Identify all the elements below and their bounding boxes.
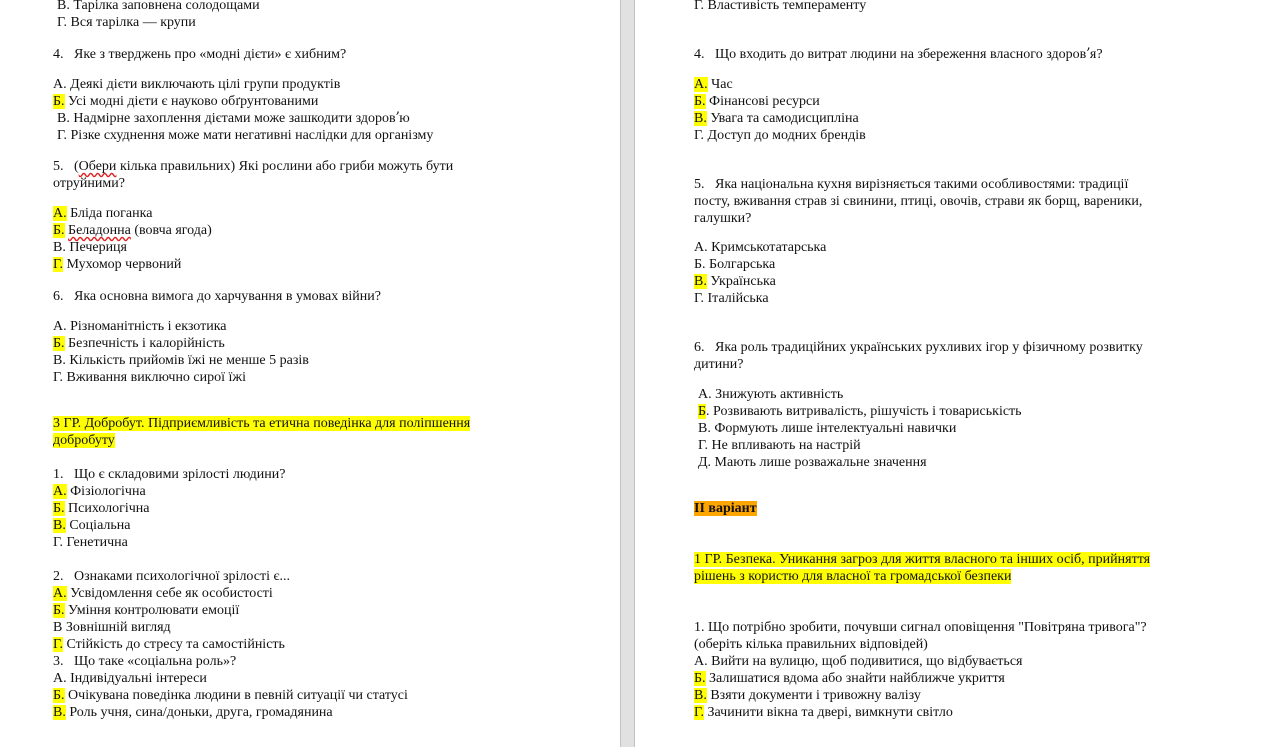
text-line xyxy=(53,222,212,239)
highlighted-text: Г. xyxy=(53,257,64,272)
highlighted-text: Б xyxy=(698,404,707,419)
page-gap xyxy=(620,0,635,747)
text-segment: В. Тарілка заповнена солодощами xyxy=(57,0,260,13)
highlighted-text: Б. xyxy=(53,223,65,238)
text-segment: Соціальна xyxy=(65,518,131,533)
text-line xyxy=(53,239,127,256)
text-line xyxy=(698,403,1022,420)
text-segment: Мухомор червоний xyxy=(63,257,182,272)
text-line xyxy=(53,158,453,175)
text-line xyxy=(53,568,290,585)
text-line xyxy=(694,127,866,144)
text-line xyxy=(694,239,826,256)
text-segment: Г. Різке схуднення може мати негативні наслідки для організму xyxy=(57,128,434,143)
highlighted-text: ІІ варіант xyxy=(694,501,757,516)
text-line xyxy=(698,454,927,471)
text-segment: галушки? xyxy=(694,211,752,226)
highlighted-text: добробуту xyxy=(53,433,115,448)
text-line xyxy=(53,76,340,93)
text-segment: А. Деякі дієти виключають цілі групи продуктів xyxy=(53,77,341,92)
text-line xyxy=(53,432,115,449)
text-line xyxy=(53,500,150,517)
highlighted-text: рішень з користю для власної та громадської безпеки xyxy=(694,569,1012,584)
text-line xyxy=(694,193,1142,210)
text-segment: . Розвивають витривалість, рішучість і товариськість xyxy=(706,404,1022,419)
text-segment: Г. Генетична xyxy=(53,535,128,550)
document-page-left[interactable] xyxy=(0,0,620,747)
text-segment: Б. Болгарська xyxy=(694,257,776,272)
text-segment: 3. Що таке «соціальна роль»? xyxy=(53,654,237,669)
text-segment: Г. Не впливають на настрій xyxy=(698,438,861,453)
text-segment: Безпечність і калорійність xyxy=(64,336,225,351)
text-segment: Фізіологічна xyxy=(66,484,146,499)
text-segment: Д. Мають лише розважальне значення xyxy=(698,455,927,470)
text-segment: Усвідомлення себе як особистості xyxy=(66,586,273,601)
text-segment: Г. Італійська xyxy=(694,291,769,306)
text-segment: А. Індивідуальні інтереси xyxy=(53,671,207,686)
text-line xyxy=(694,653,1022,670)
text-segment: 1. Що потрібно зробити, почувши сигнал оповіщення "Повітряна тривога"? xyxy=(694,620,1147,635)
text-segment: Стійкість до стресу та самостійність xyxy=(63,637,285,652)
text-line xyxy=(694,0,866,14)
text-segment: 1. Що є складовими зрілості людини? xyxy=(53,467,286,482)
text-line xyxy=(53,175,125,192)
document-page-right[interactable] xyxy=(635,0,1261,747)
text-line xyxy=(694,110,859,127)
text-line xyxy=(53,415,470,432)
spellcheck-flagged-word: Обери xyxy=(78,159,117,174)
text-line xyxy=(53,352,309,369)
text-segment: Г. Вся тарілка — крупи xyxy=(57,15,196,30)
text-segment: 6. Яка роль традиційних українських рухливих ігор у фізичному розвитку xyxy=(694,340,1143,355)
text-line xyxy=(694,636,928,653)
highlighted-text: Б. xyxy=(53,688,65,703)
text-line xyxy=(57,127,433,144)
text-segment: Бліда поганка xyxy=(66,206,153,221)
text-segment: В. Формують лише інтелектуальні навички xyxy=(698,421,957,436)
highlighted-text: Г. xyxy=(53,637,64,652)
text-line xyxy=(53,318,227,335)
text-line xyxy=(53,335,225,352)
text-line xyxy=(53,704,333,721)
text-line xyxy=(57,110,410,127)
text-line xyxy=(694,76,733,93)
text-line xyxy=(694,568,1011,585)
text-segment: А. Знижують активність xyxy=(698,387,844,402)
text-line xyxy=(694,356,743,373)
text-segment: Роль учня, сина/доньки, друга, громадянина xyxy=(65,705,333,720)
text-segment: А. Вийти на вулицю, щоб подивитися, що відбувається xyxy=(694,654,1023,669)
text-segment: Усі модні дієти є науково обґрунтованими xyxy=(64,94,319,109)
text-line xyxy=(694,46,1103,63)
text-line xyxy=(694,256,775,273)
text-segment: 6. Яка основна вимога до харчування в умовах війни? xyxy=(53,289,381,304)
text-segment: Взяти документи і тривожну валізу xyxy=(706,688,921,703)
text-segment: Г. Доступ до модних брендів xyxy=(694,128,866,143)
text-line xyxy=(53,602,239,619)
text-segment: Фінансові ресурси xyxy=(705,94,820,109)
text-line xyxy=(57,0,260,14)
text-segment: Очікувана поведінка людини в певній ситуації чи статусі xyxy=(64,688,408,703)
text-segment: 2. Ознаками психологічної зрілості є... xyxy=(53,569,291,584)
highlighted-text: Б. xyxy=(53,603,65,618)
text-line xyxy=(53,46,346,63)
text-line xyxy=(694,704,953,721)
text-line xyxy=(694,687,921,704)
text-line xyxy=(694,290,769,307)
text-line xyxy=(698,437,861,454)
text-segment: 5. ( xyxy=(53,159,79,174)
text-segment: В. Кількість прийомів їжі не менше 5 разів xyxy=(53,353,309,368)
text-line xyxy=(694,210,751,227)
highlighted-text: В. xyxy=(694,274,707,289)
highlighted-text: А. xyxy=(53,484,67,499)
highlighted-text: А. xyxy=(53,586,67,601)
text-line xyxy=(53,483,146,500)
text-line xyxy=(53,653,236,670)
text-line xyxy=(694,339,1143,356)
text-segment: Залишатися вдома або знайти найближче укриття xyxy=(705,671,1005,686)
text-line xyxy=(694,176,1128,193)
text-line xyxy=(694,273,776,290)
text-line xyxy=(53,670,207,687)
text-segment: Психологічна xyxy=(64,501,150,516)
text-line xyxy=(53,534,128,551)
text-segment: А. Різноманітність і екзотика xyxy=(53,319,227,334)
text-segment: 5. Яка національна кухня вирізняється такими особливостями: традиції xyxy=(694,177,1129,192)
highlighted-text: А. xyxy=(694,77,708,92)
text-line xyxy=(53,93,318,110)
text-line xyxy=(53,687,408,704)
highlighted-text: В. xyxy=(694,688,707,703)
text-line xyxy=(53,619,171,636)
text-line xyxy=(694,500,757,517)
highlighted-text: Б. xyxy=(53,94,65,109)
highlighted-text: Б. xyxy=(694,94,706,109)
text-line xyxy=(53,585,273,602)
text-line xyxy=(694,619,1147,636)
highlighted-text: Б. xyxy=(53,336,65,351)
highlighted-text: Б. xyxy=(53,501,65,516)
text-segment: А. Кримськотатарська xyxy=(694,240,827,255)
highlighted-text: 1 ГР. Безпека. Уникання загроз для життя власного та інших осіб, прийняття xyxy=(694,552,1151,567)
text-segment: дитини? xyxy=(694,357,744,372)
highlighted-text: В. xyxy=(694,111,707,126)
text-segment: Г. Властивість темпераменту xyxy=(694,0,867,13)
highlighted-text: Б. xyxy=(694,671,706,686)
highlighted-text: В. xyxy=(53,518,66,533)
highlighted-text: 3 ГР. Добробут. Підприємливість та етична поведінка для поліпшення xyxy=(53,416,471,431)
text-segment: 4. Яке з тверджень про «модні дієти» є хибним? xyxy=(53,47,347,62)
text-segment: 4. Що входить до витрат людини на збереження власного здоров՚я? xyxy=(694,47,1103,62)
text-line xyxy=(53,466,285,483)
text-line xyxy=(53,256,181,273)
highlighted-text: В. xyxy=(53,705,66,720)
text-line xyxy=(53,517,130,534)
text-segment: Увага та самодисципліна xyxy=(706,111,859,126)
text-segment: Українська xyxy=(706,274,776,289)
text-segment: кілька правильних) Які рослини або гриби можуть бути xyxy=(116,159,454,174)
highlighted-text: Г. xyxy=(694,705,705,720)
text-line xyxy=(694,551,1150,568)
text-segment: посту, вживання страв зі свинини, птиці, овочів, страви як борщ, вареники, xyxy=(694,194,1143,209)
text-segment: Час xyxy=(707,77,733,92)
text-segment: Г. Вживання виключно сирої їжі xyxy=(53,370,246,385)
text-segment: В. Надмірне захоплення дієтами може зашкодити здоров՚ю xyxy=(57,111,410,126)
highlighted-text: А. xyxy=(53,206,67,221)
text-line xyxy=(694,670,1005,687)
text-segment: (оберіть кілька правильних відповідей) xyxy=(694,637,928,652)
text-segment: В Зовнішній вигляд xyxy=(53,620,171,635)
text-segment: отруйними? xyxy=(53,176,125,191)
text-line xyxy=(53,205,152,222)
text-line xyxy=(694,93,820,110)
text-line xyxy=(698,386,843,403)
text-line xyxy=(698,420,956,437)
text-segment: Уміння контролювати емоції xyxy=(64,603,240,618)
text-line xyxy=(53,636,285,653)
spellcheck-flagged-word: Беладонна xyxy=(68,223,131,238)
text-line xyxy=(57,14,196,31)
text-line xyxy=(53,369,246,386)
text-line xyxy=(53,288,381,305)
text-segment: (вовча ягода) xyxy=(130,223,212,238)
text-segment: В. Печериця xyxy=(53,240,127,255)
text-segment: Зачинити вікна та двері, вимкнути світло xyxy=(704,705,953,720)
